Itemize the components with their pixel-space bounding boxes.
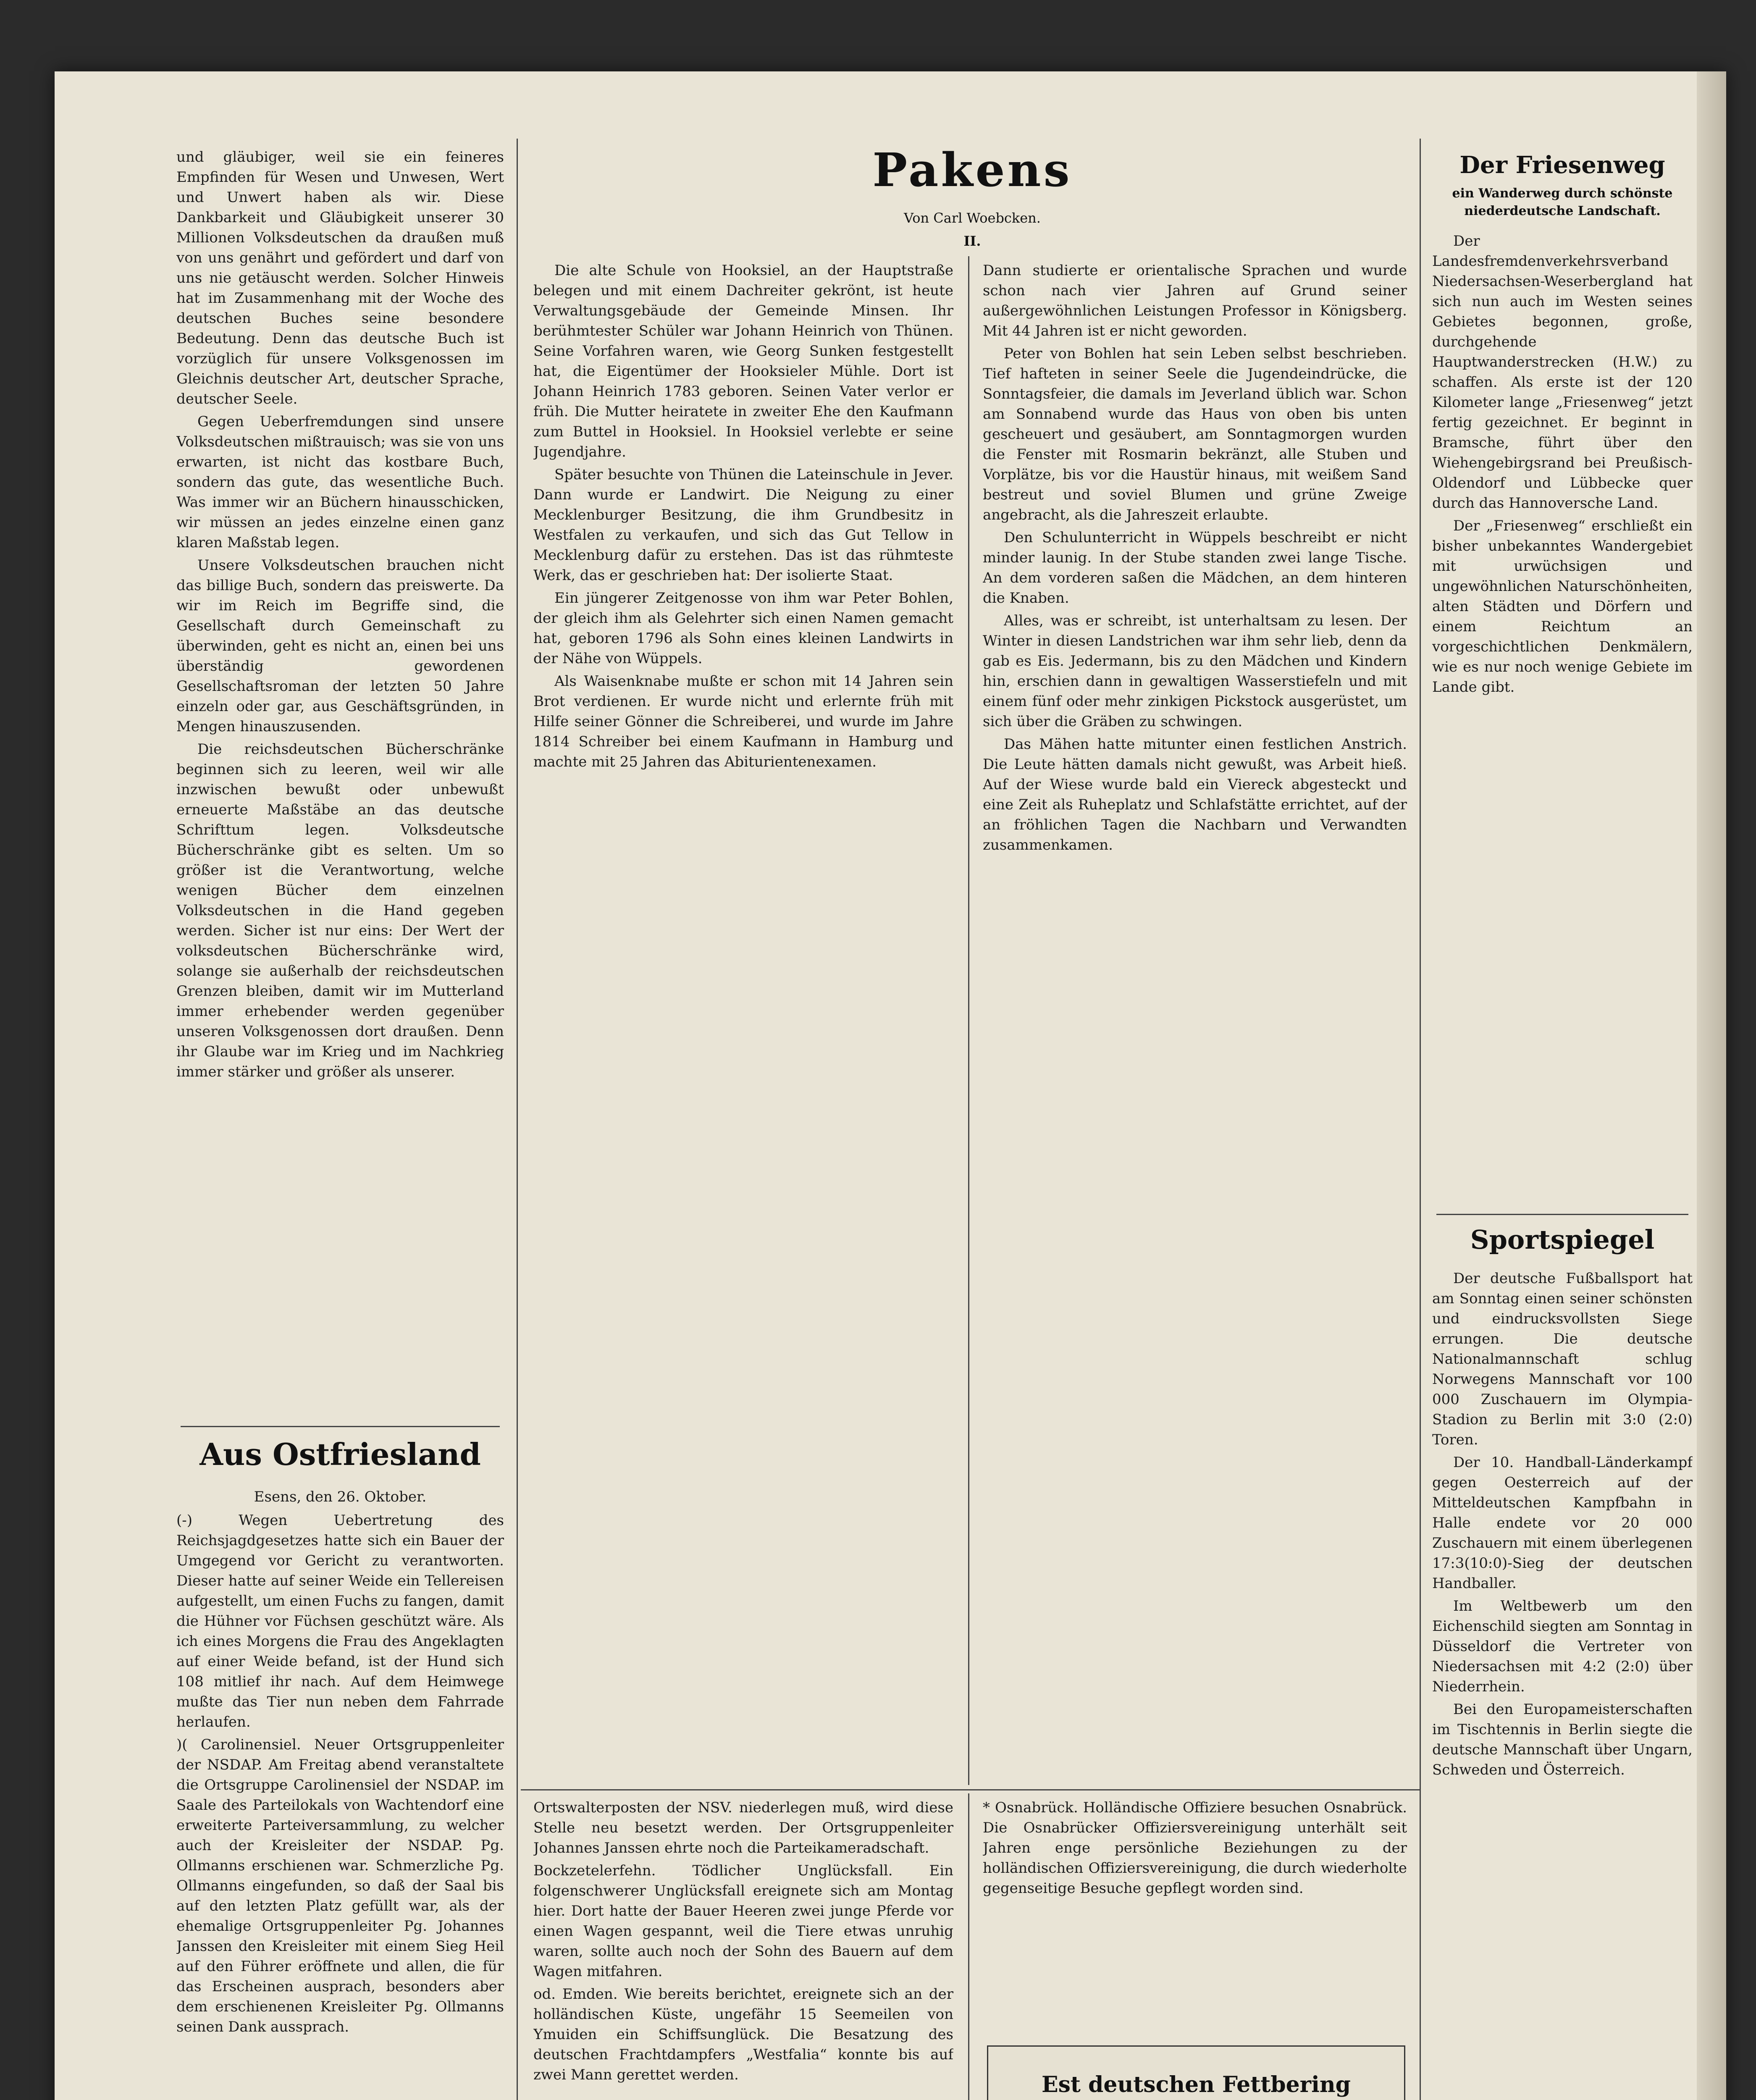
article-paragraph: Als Waisenknabe mußte er schon mit 14 Jahren sein Brot verdienen. Er wurde nicht und erlernte früh mit Hilfe seiner Gönner die Schreiberei, und wurde im Jahre 1814 Schreiber bei einem Kaufmann in Hamburg und machte mit 25 Jahren das Abiturientenexamen. <box>533 673 953 770</box>
section-title-sportspiegel: Sportspiegel <box>1470 1224 1655 1255</box>
article-paragraph: Der Landesfremdenverkehrsverband Niedersachsen-Weserbergland hat sich nun auch im Westen seines Gebietes begonnen, große, durchgehende Hauptwanderstrecken (H.W.) zu schaffen. Als erste ist der 120 Kilometer lange „Friesenweg“ jetzt fertig gezeichnet. Er beginnt in Bramsche, führt über den Wiehengebirgsrand bei Preußisch-Oldendorf und Lübbecke quer durch das Hannoversche Land. <box>1432 233 1693 512</box>
news-item: Ortswalterposten der NSV. niederlegen muß, wird diese Stelle neu besetzt werden. Der Ortsgruppenleiter Johannes Janssen ehrte noch die Parteikameradschaft. <box>533 1799 953 1856</box>
section-divider <box>521 1789 1420 1790</box>
col1-paragraph: Gegen Ueberfremdungen sind unsere Volksdeutschen mißtrauisch; was sie von uns erwarten, ist nicht das kostbare Buch, sondern das gute, das wesentliche Buch. Was immer wir an Büchern hinausschicken, wir müssen an jedes einzelne einen ganz klaren Maßstab legen. <box>176 413 504 551</box>
column-3-pakens <box>983 260 1407 1781</box>
column-4-friesenweg <box>1432 231 1693 1205</box>
news-item: (-) Wegen Uebertretung des Reichsjagdgesetzes hatte sich ein Bauer der Umgegend vor Gericht zu verantworten. Dieser hatte auf seiner Weide ein Tellereisen aufgestellt, um einen Fuchs zu fangen, damit die Hühner vor Füchsen geschützt wäre. Als ich eines Morgens die Frau des Angeklagten auf einer Weide befand, ist der Hund sich 108 mitlief ihr nach. Auf dem Heimwege mußte das Tier nun neben dem Fahrrade herlaufen. <box>176 1512 504 1730</box>
part-number: II. <box>963 233 981 249</box>
column-rule <box>968 256 969 1785</box>
news-item: )( Carolinensiel. Neuer Ortsgruppenleiter der NSDAP. Am Freitag abend veranstaltete die Ortsgruppe Carolinensiel der NSDAP. im Saale des Parteilokals von Wachtendorf eine erweiterte Parteiversammlung, zu welcher auch der Kreisleiter der NSDAP. Pg. Ollmanns erschienen war. Schmerzliche Pg. Ollmanns eingefunden, so daß der Saal bis auf den letzten Platz gefüllt war, als der ehemalige Ortsgruppenleiter Pg. Johannes Janssen den Kreisleiter mit einem Sieg Heil auf den Führer eröffnete und allen, die für das Erscheinen ausprach, besonders aber dem erschienenen Kreisleiter Pg. Ollmanns seinen Dank aussprach. <box>176 1736 504 2035</box>
sport-item: Im Weltbewerb um den Eichenschild siegten am Sonntag in Düsseldorf die Vertreter von Niedersachsen mit 4:2 (2:0) über Niederrhein. <box>1432 1598 1693 1695</box>
article-paragraph: Das Mähen hatte mitunter einen festlichen Anstrich. Die Leute hätten damals nicht gewußt, was Arbeit hieß. Auf der Wiese wurde bald ein Viereck abgesteckt und eine Zeit als Ruheplatz und Schlafstätte errichtet, auf der an fröhlichen Tagen die Nachbarn und Verwandten zusammenkamen. <box>983 736 1407 853</box>
news-item: * Osnabrück. Holländische Offiziere besuchen Osnabrück. Die Osnabrücker Offiziersvereinigung unterhält seit Jahren enge persönliche Beziehungen zu der holländischen Offiziersvereinigung, die durch wiederholte gegenseitige Besuche gepflegt worden sind. <box>983 1799 1407 1897</box>
sport-item: Bei den Europameisterschaften im Tischtennis in Berlin siegte die deutsche Mannschaft über Ungarn, Schweden und Österreich. <box>1432 1701 1693 1778</box>
news-item: Bockzetelerfehn. Tödlicher Unglücksfall. Ein folgenschwerer Unglücksfall ereignete sich am Montag hier. Dort hatte der Bauer Heeren zwei junge Pferde vor einen Wagen gespannt, weil die Tiere etwas unruhig waren, sollte auch noch der Sohn des Bauern auf dem Wagen mitfahren. <box>533 1862 953 1980</box>
ad-headline: Est deutschen Fettbering <box>1042 2072 1351 2097</box>
article-paragraph: Alles, was er schreibt, ist unterhaltsam zu lesen. Der Winter in diesen Landstrichen war ihm sehr lieb, denn da gab es Eis. Jedermann, bis zu den Mädchen und Kindern hin, erschien dann in gewaltigen Wasserstiefeln und mit einem fünf oder mehr zinkigen Pickstock ausgerüstet, um sich über die Gräben zu schwingen. <box>983 612 1407 730</box>
column-4-sport <box>1432 1268 1693 2100</box>
col1-paragraph: und gläubiger, weil sie ein feineres Empfinden für Wesen und Unwesen, Wert und Unwert haben als wir. Diese Dankbarkeit und Gläubigkeit unserer 30 Millionen Volksdeutschen da draußen muß von uns genährt und gefördert und darf von uns nie getäuscht werden. Solcher Hinweis hat im Zusammenhang mit der Woche des deutschen Buches seine besondere Bedeutung. Denn das deutsche Buch ist vorzüglich für unsere Volksgenossen im Gleichnis deutscher Art, deutscher Sprache, deutscher Seele. <box>176 149 504 407</box>
byline: Von Carl Woebcken. <box>904 210 1041 226</box>
friesenweg-subtitle: ein Wanderweg durch schönste niederdeutsche Landschaft. <box>1452 186 1673 218</box>
column-2-pakens <box>533 260 953 1781</box>
advertisement-fetthering <box>987 2045 1405 2100</box>
section-title-ostfriesland: Aus Ostfriesland <box>199 1436 481 1472</box>
column-1-ostfriesland <box>176 1487 504 2100</box>
dateline: Esens, den 26. Oktober. <box>254 1488 427 1505</box>
newspaper-page <box>55 71 1726 2100</box>
column-rule <box>1420 139 1421 2100</box>
article-paragraph: Peter von Bohlen hat sein Leben selbst beschrieben. Tief hafteten in seiner Seele die Jugendeindrücke, die Sonntagsfeier, die damals im Jeverland üblich war. Schon am Sonnabend wurde das Haus von oben bis unten gescheuert und gesäubert, am Sonntagmorgen wurden die Fenster mit Rosmarin bekränzt, alle Stuben und Vorplätze, bis vor die Haustür hinaus, mit weißem Sand bestreut und soviel Blumen und grüne Zweige angebracht, als die Jahreszeit erlaubte. <box>983 345 1407 523</box>
article-paragraph: Der „Friesenweg“ erschließt ein bisher unbekanntes Wandergebiet mit urwüchsigen und ungewöhnlichen Naturschönheiten, alten Städten und Dörfern und einem Reichtum an vorgeschichtlichen Denkmälern, wie es nur noch wenige Gebiete im Lande gibt. <box>1432 517 1693 696</box>
article-title-friesenweg: Der Friesenweg <box>1459 151 1665 179</box>
article-title-pakens: Pakens <box>872 143 1072 197</box>
article-paragraph: Die alte Schule von Hooksiel, an der Hauptstraße belegen und mit einem Dachreiter gekrönt, ist heute Verwaltungsgebäude der Gemeinde Minsen. Ihr berühmtester Schüler war Johann Heinrich von Thünen. Seine Vorfahren waren, wie Georg Sunken festgestellt hat, die Eigentümer der Hooksieler Mühle. Dort ist Johann Heinrich 1783 geboren. Seinen Vater verlor er früh. Die Mutter heiratete in zweiter Ehe den Kaufmann zum Buttel in Hooksiel. In Hooksiel verlebte er seine Jugendjahre. <box>533 262 953 460</box>
column-1-intro <box>176 147 504 1420</box>
lower-column-right-top <box>983 1798 1407 2033</box>
lower-column-left <box>533 1798 953 2100</box>
column-rule <box>517 139 518 2100</box>
sport-item: Der 10. Handball-Länderkampf gegen Oesterreich auf der Mitteldeutschen Kampfbahn in Halle endete vor 20 000 Zuschauern mit einem überlegenen 17:3(10:0)-Sieg der deutschen Handballer. <box>1432 1454 1693 1592</box>
section-divider <box>181 1426 500 1427</box>
col1-paragraph: Unsere Volksdeutschen brauchen nicht das billige Buch, sondern das preiswerte. Da wir im Reich im Begriffe sind, die Gesellschaft durch Gemeinschaft zu überwinden, geht es nicht an, einen bei uns überständig gewordenen Gesellschaftsroman der letzten 50 Jahre einzeln oder gar, aus Geschäftsgründen, in Mengen hinauszusenden. <box>176 557 504 735</box>
col1-paragraph: Die reichsdeutschen Bücherschränke beginnen sich zu leeren, weil wir alle inzwischen bewußt oder unbewußt erneuerte Maßstäbe an das deutsche Schrifttum legen. Volksdeutsche Bücherschränke gibt es selten. Um so größer ist die Verantwortung, welche wenigen Bücher dem einzelnen Volksdeutschen in die Hand gegeben werden. Sicher ist nur eins: Der Wert der volksdeutschen Bücherschränke wird, solange sie außerhalb der reichsdeutschen Grenzen bleiben, damit wir im Mutterland immer erhebender werden gegenüber unseren Volksgenossen dort draußen. Denn ihr Glaube war im Krieg und im Nachkrieg immer stärker und größer als unserer. <box>176 741 504 1080</box>
page-edge <box>1697 71 1726 2100</box>
section-divider <box>1436 1214 1688 1215</box>
sport-item: Der deutsche Fußballsport hat am Sonntag einen seiner schönsten und eindrucksvollsten Siege errungen. Die deutsche Nationalmannschaft schlug Norwegens Mannschaft vor 100 000 Zuschauern im Olympia-Stadion zu Berlin mit 3:0 (2:0) Toren. <box>1432 1270 1693 1448</box>
article-paragraph: Den Schulunterricht in Wüppels beschreibt er nicht minder launig. In der Stube standen zwei lange Tische. An dem vorderen saßen die Mädchen, an dem hinteren die Knaben. <box>983 529 1407 606</box>
article-paragraph: Ein jüngerer Zeitgenosse von ihm war Peter Bohlen, der gleich ihm als Gelehrter sich einen Namen gemacht hat, geboren 1796 als Sohn eines kleinen Landwirts in der Nähe von Wüppels. <box>533 590 953 667</box>
article-paragraph: Später besuchte von Thünen die Lateinschule in Jever. Dann wurde er Landwirt. Die Neigung zu einer Mecklenburger Besitzung, die ihm Grundbesitz in Westfalen zu verkaufen, und sich das Gut Tellow in Mecklenburg dafür zu erstehen. Das ist das rühmteste Werk, das er geschrieben hat: Der isolierte Staat. <box>533 466 953 584</box>
column-rule <box>968 1793 969 2100</box>
article-paragraph: Dann studierte er orientalische Sprachen und wurde schon nach vier Jahren auf Grund seiner außergewöhnlichen Leistungen Professor in Königsberg. Mit 44 Jahren ist er nicht geworden. <box>983 262 1407 339</box>
news-item: od. Emden. Wie bereits berichtet, ereignete sich an der holländischen Küste, ungefähr 15 Seemeilen von Ymuiden ein Schiffsunglück. Die Besatzung des deutschen Frachtdampfers „Westfalia“ konnte bis auf zwei Mann gerettet werden. <box>533 1986 953 2083</box>
